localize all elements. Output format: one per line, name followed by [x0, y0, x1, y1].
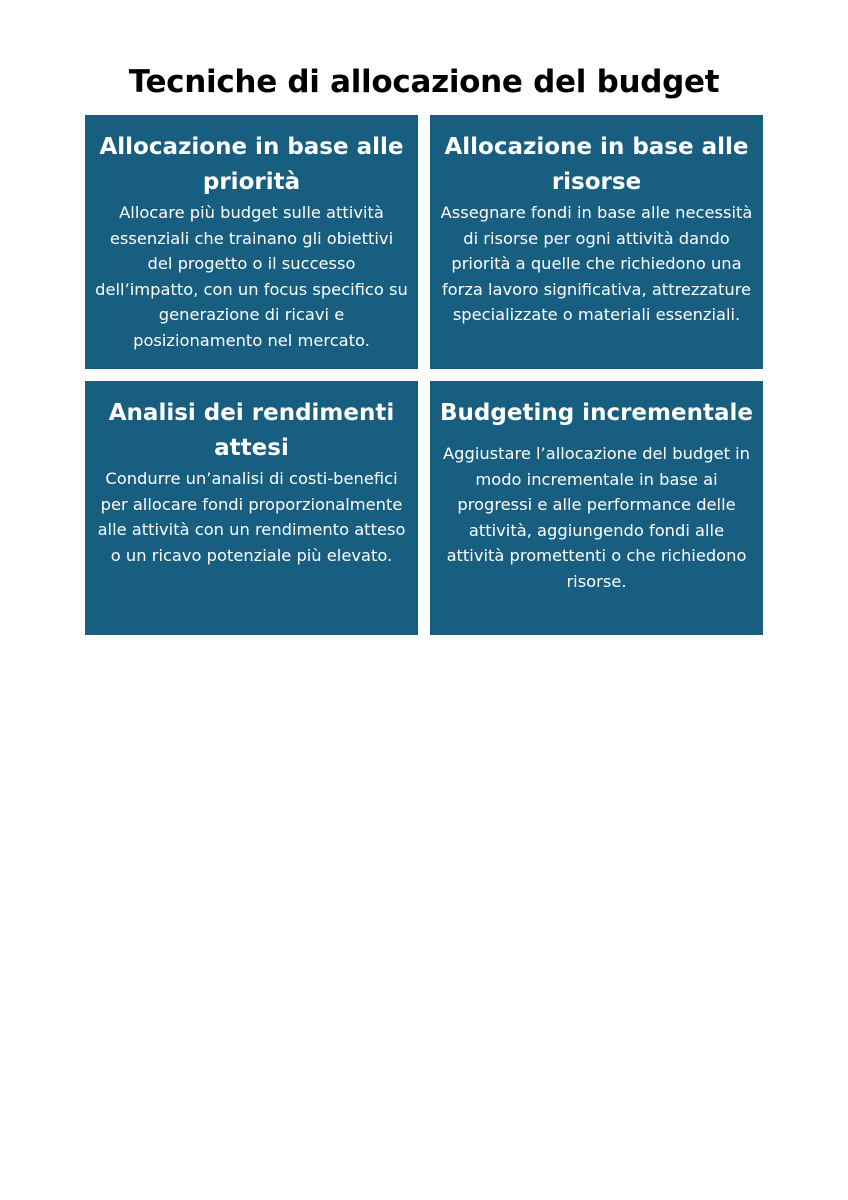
card-title: Analisi dei rendimenti attesi: [108, 400, 395, 461]
card-description: Condurre un’analisi di costi-benefici per allocare fondi proporzionalmente alle attività con un rendimento atteso o un ricavo potenziale più elevato.: [97, 469, 406, 565]
card-title: Allocazione in base alle priorità: [99, 134, 404, 195]
card-incremental-budgeting: [430, 381, 763, 635]
card-resource-allocation: [430, 115, 763, 369]
card-title: Budgeting incrementale: [440, 400, 753, 426]
card-description: Allocare più budget sulle attività essenziali che trainano gli obiettivi del progetto o il successo dell’impatto, con un focus specifico su generazione di ricavi e posizionamento nel mercato.: [95, 203, 408, 350]
card-priority-allocation: [85, 115, 418, 369]
card-description: Aggiustare l’allocazione del budget in modo incrementale in base ai progressi e alle performance delle attività, aggiungendo fondi alle attività promettenti o che richiedono risorse.: [443, 444, 750, 591]
card-title: Allocazione in base alle risorse: [444, 134, 749, 195]
card-expected-returns: [85, 381, 418, 635]
page-title: Tecniche di allocazione del budget: [128, 64, 720, 100]
card-description: Assegnare fondi in base alle necessità di risorse per ogni attività dando priorità a quelle che richiedono una forza lavoro significativa, attrezzature specializzate o materiali essenziali.: [440, 203, 753, 325]
